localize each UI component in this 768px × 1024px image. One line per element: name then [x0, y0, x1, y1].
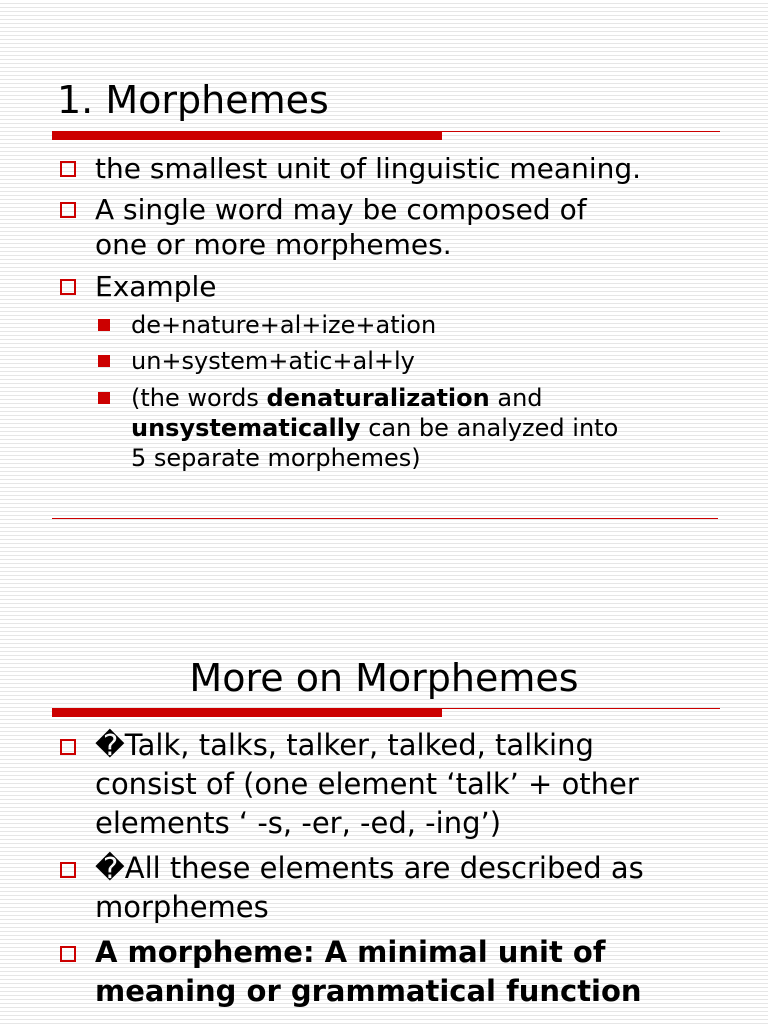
hollow-square-icon: [60, 862, 76, 878]
bullet-text: elements ‘ -s, -er, -ed, -ing’): [95, 806, 502, 840]
title-underline-thin: [52, 708, 720, 709]
hollow-square-icon: [60, 279, 76, 295]
sub-bullet-text: un+system+atic+al+ly: [131, 347, 415, 375]
note-text: (the words: [131, 384, 267, 412]
bullet-text: one or more morphemes.: [95, 228, 452, 261]
hollow-square-icon: [60, 739, 76, 755]
slide-title: More on Morphemes: [189, 656, 579, 700]
title-underline-thin: [52, 131, 720, 132]
hollow-square-icon: [60, 202, 76, 218]
hollow-square-icon: [60, 161, 76, 177]
note-line: 5 separate morphemes): [131, 444, 421, 472]
note-text: can be analyzed into: [360, 414, 619, 442]
slide-title: 1. Morphemes: [57, 78, 329, 122]
filled-square-icon: [98, 355, 110, 367]
note-line: [131, 383, 543, 413]
title-underline-thick: [52, 708, 442, 717]
sub-bullet-text: de+nature+al+ize+ation: [131, 311, 437, 339]
definition-text: meaning or grammatical function: [95, 974, 642, 1008]
hollow-square-icon: [60, 946, 76, 962]
bullet-text: the smallest unit of linguistic meaning.: [95, 152, 642, 185]
filled-square-icon: [98, 319, 110, 331]
definition-text: A morpheme: A minimal unit of: [95, 935, 606, 969]
note-text: and: [489, 384, 543, 412]
bullet-text: morphemes: [95, 890, 269, 924]
bullet-text: �Talk, talks, talker, talked, talking: [95, 728, 594, 762]
note-keyword: unsystematically: [131, 414, 361, 442]
bullet-text: Example: [95, 270, 217, 303]
bullet-text: �All these elements are described as: [95, 851, 644, 885]
note-line: [131, 413, 618, 443]
bullet-text: A single word may be composed of: [95, 193, 587, 226]
title-underline-thick: [52, 131, 442, 140]
slide-more-on-morphemes: [0, 512, 768, 1024]
filled-square-icon: [98, 392, 110, 404]
note-keyword: denaturalization: [266, 384, 490, 412]
bullet-text: consist of (one element ‘talk’ + other: [95, 767, 639, 801]
